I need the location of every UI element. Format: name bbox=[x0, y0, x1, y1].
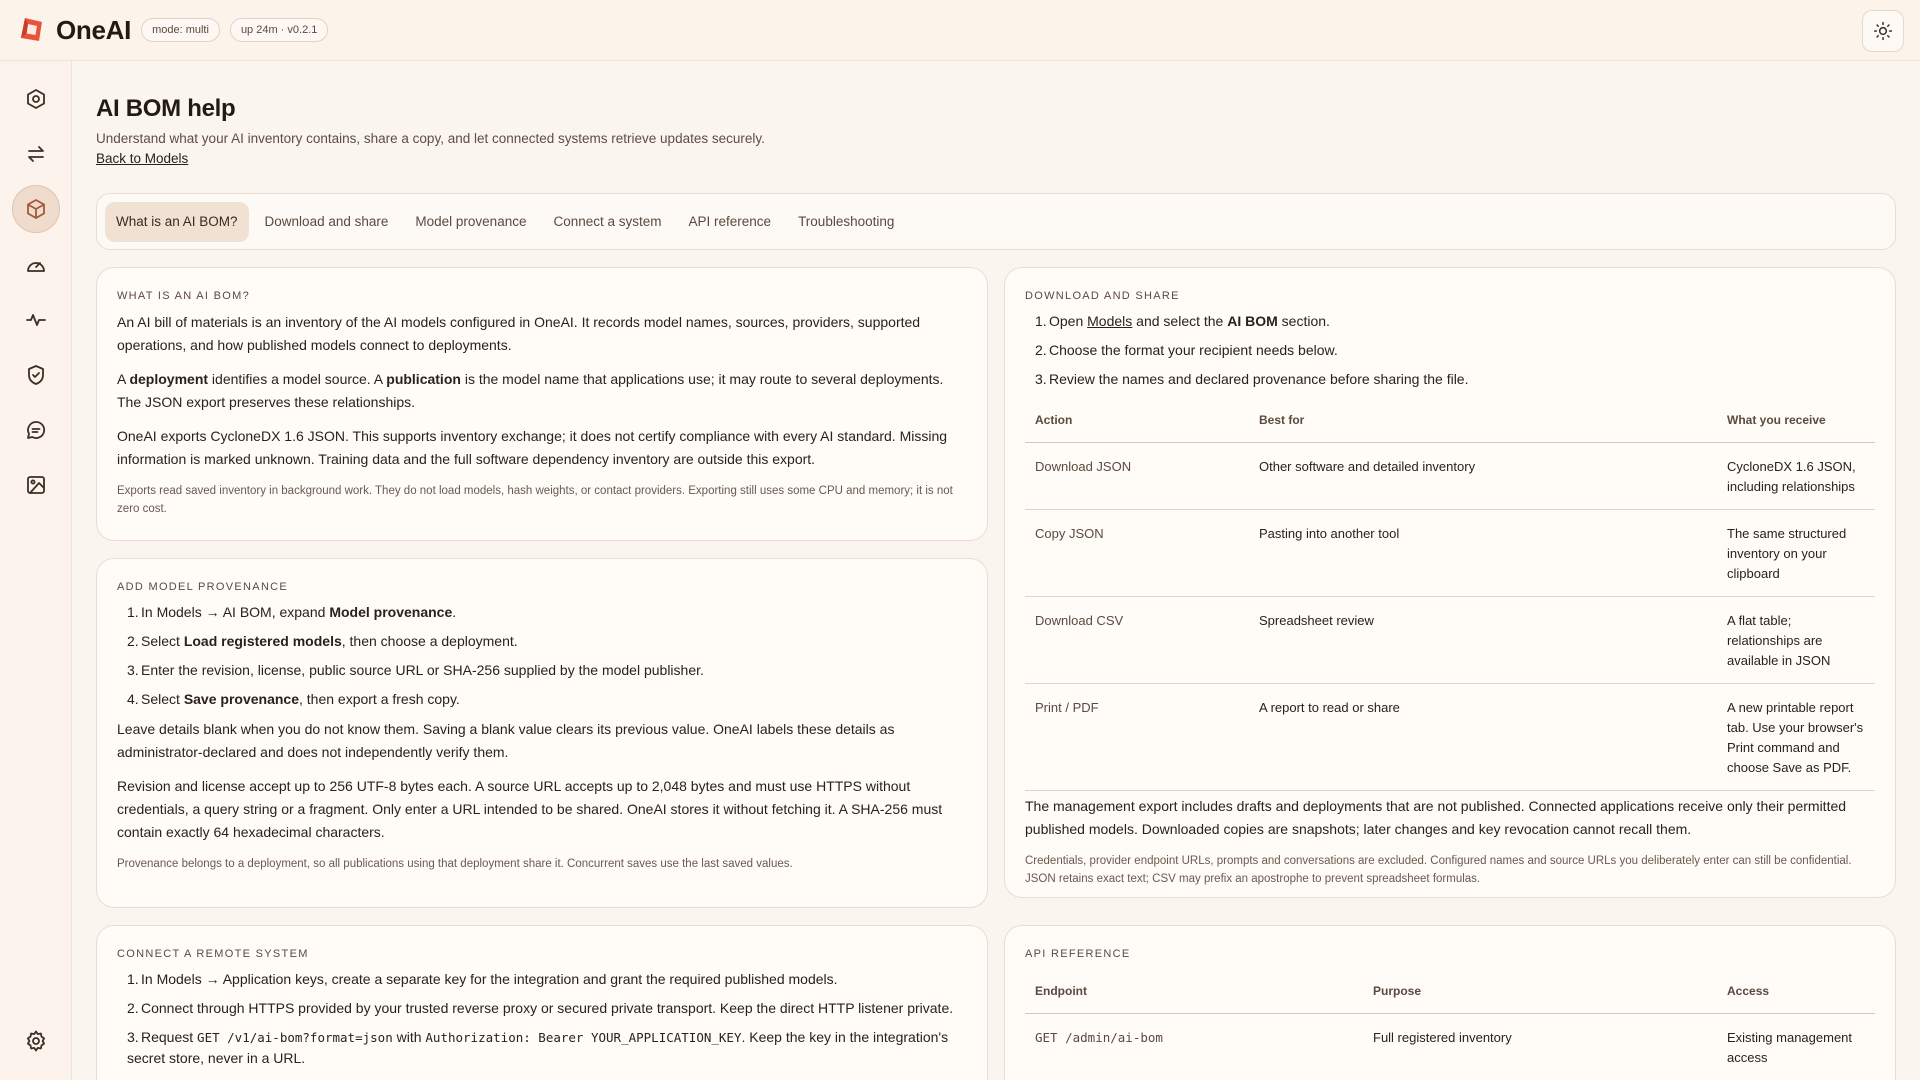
column-header: Access bbox=[1717, 969, 1875, 1013]
table-cell: A flat table; relationships are available in JSON bbox=[1717, 596, 1875, 683]
provenance-paragraph-2: Revision and license accept up to 256 UTF-8 bytes each. A source URL accepts up to 2,048 bytes and must use HTTPS without credentials, a query string or a fragment. Only enter a URL intended to be shared. OneAI stores it without fetching it. A SHA-256 must contain exactly 64 hexadecimal characters. bbox=[117, 778, 943, 840]
provenance-heading: ADD MODEL PROVENANCE bbox=[117, 581, 289, 593]
nav-security[interactable] bbox=[12, 351, 60, 399]
copy-json-action[interactable]: Copy JSON bbox=[1025, 509, 1249, 596]
table-row bbox=[1025, 596, 1875, 683]
section-tabs bbox=[96, 193, 1896, 250]
column-header: Action bbox=[1025, 398, 1249, 442]
provenance-paragraph-1: Leave details blank when you do not know them. Saving a blank value clears its previous value. OneAI labels these details as administrator-declared and does not independently verify them. bbox=[117, 721, 895, 760]
provenance-step: 2. Select Load registered models, then choose a deployment. bbox=[127, 633, 518, 649]
column-header: Purpose bbox=[1363, 969, 1717, 1013]
back-to-models-link[interactable]: Back to Models bbox=[96, 151, 189, 166]
connect-step: 2. Connect through HTTPS provided by your trusted reverse proxy or secured private transport. Keep the direct HTTP listener private. bbox=[127, 1000, 954, 1016]
table-cell: A report to read or share bbox=[1249, 683, 1717, 790]
page-title: AI BOM help bbox=[96, 95, 236, 122]
chat-bubble-icon bbox=[24, 418, 48, 442]
what-is-paragraph-1: An AI bill of materials is an inventory of the AI models configured in OneAI. It records model names, sources, providers, supported operations, and how published models connect to deployments. bbox=[117, 314, 921, 353]
table-row bbox=[1025, 683, 1875, 790]
connect-step: 3. Request GET /v1/ai-bom?format=json with Authorization: Bearer YOUR_APPLICATION_KEY. Keep the key in the integration's secret store, never in a URL. bbox=[127, 1029, 949, 1066]
download-json-action[interactable]: Download JSON bbox=[1025, 442, 1249, 509]
oneai-logo-icon bbox=[16, 14, 48, 46]
nav-performance[interactable] bbox=[12, 241, 60, 289]
table-cell: Full registered inventory bbox=[1363, 1013, 1717, 1080]
download-formats-table bbox=[1025, 398, 1875, 791]
nav-ai-bom[interactable] bbox=[12, 185, 60, 233]
models-link[interactable]: Models bbox=[1087, 313, 1133, 329]
api-table bbox=[1025, 969, 1875, 1080]
activity-icon bbox=[24, 308, 48, 332]
nav-images[interactable] bbox=[12, 461, 60, 509]
nav-chat[interactable] bbox=[12, 406, 60, 454]
download-paragraph: The management export includes drafts and deployments that are not published. Connected applications receive only their permitted published models. Downloaded copies are snapshots; later changes and key revocation cannot recall them. bbox=[1025, 797, 1847, 837]
nav-routing[interactable] bbox=[12, 130, 60, 178]
provenance-steps bbox=[117, 602, 967, 709]
provenance-step: 4. Select Save provenance, then export a fresh copy. bbox=[127, 691, 460, 707]
nav-models-overview[interactable] bbox=[12, 75, 60, 123]
download-step: 2. Choose the format your recipient needs below. bbox=[1035, 342, 1338, 358]
table-cell: The same structured inventory on your clipboard bbox=[1717, 509, 1875, 596]
page-subtitle: Understand what your AI inventory contains, share a copy, and let connected systems retrieve updates securely. bbox=[96, 131, 765, 146]
theme-toggle-button[interactable] bbox=[1862, 10, 1904, 52]
tab-connect-a-system[interactable]: Connect a system bbox=[553, 213, 662, 229]
table-cell: CycloneDX 1.6 JSON, including relationships bbox=[1717, 442, 1875, 509]
provenance-step: 3. Enter the revision, license, public source URL or SHA-256 supplied by the model publisher. bbox=[127, 662, 704, 678]
download-step: 1. Open Models and select the AI BOM section. bbox=[1035, 313, 1330, 329]
connect-steps bbox=[117, 969, 967, 1068]
nav-activity[interactable] bbox=[12, 296, 60, 344]
what-is-paragraph-3: OneAI exports CycloneDX 1.6 JSON. This supports inventory exchange; it does not certify compliance with every AI standard. Missing information is marked unknown. Training data and the full software dependency inventory are outside this export. bbox=[117, 428, 948, 467]
nav-settings[interactable] bbox=[12, 1017, 60, 1065]
download-note: Credentials, provider endpoint URLs, prompts and conversations are excluded. Configured names and source URLs you deliberately enter can still be confidential. JSON retains exact text; CSV may prefix an apostrophe to prevent spreadsheet formulas. bbox=[1025, 854, 1852, 885]
download-steps bbox=[1025, 311, 1875, 389]
brand[interactable] bbox=[16, 14, 131, 46]
table-row bbox=[1025, 1013, 1875, 1080]
connect-step: 1. In Models → Application keys, create a separate key for the integration and grant the required published models. bbox=[127, 971, 838, 987]
tab-download-and-share[interactable]: Download and share bbox=[264, 213, 389, 229]
print-pdf-action[interactable]: Print / PDF bbox=[1025, 683, 1249, 790]
uptime-badge: up 24m · v0.2.1 bbox=[230, 18, 328, 42]
tab-model-provenance[interactable]: Model provenance bbox=[415, 213, 527, 229]
table-row bbox=[1025, 442, 1875, 509]
api-card bbox=[1004, 925, 1896, 1080]
table-row bbox=[1025, 509, 1875, 596]
mode-badge: mode: multi bbox=[141, 18, 220, 42]
what-is-paragraph-2: A deployment identifies a model source. A publication is the model name that applications use; it may route to several deployments. The JSON export preserves these relationships. bbox=[117, 371, 944, 410]
gear-icon bbox=[24, 1029, 48, 1053]
swap-arrows-icon bbox=[24, 142, 48, 166]
table-cell: Other software and detailed inventory bbox=[1249, 442, 1717, 509]
endpoint-cell: GET /admin/ai-bom bbox=[1025, 1013, 1363, 1080]
tab-troubleshooting[interactable]: Troubleshooting bbox=[798, 213, 895, 229]
brain-chip-icon bbox=[24, 87, 48, 111]
column-header: What you receive bbox=[1717, 398, 1875, 442]
what-is-note: Exports read saved inventory in background work. They do not load models, hash weights, or contact providers. Exporting still uses some CPU and memory; it is not zero cost. bbox=[117, 485, 953, 515]
gauge-icon bbox=[24, 253, 48, 277]
download-step: 3. Review the names and declared provenance before sharing the file. bbox=[1035, 371, 1469, 387]
download-card bbox=[1004, 267, 1896, 898]
sun-icon bbox=[1873, 21, 1893, 41]
cube-icon bbox=[24, 197, 48, 221]
table-cell: Pasting into another tool bbox=[1249, 509, 1717, 596]
provenance-note: Provenance belongs to a deployment, so all publications using that deployment share it. Concurrent saves use the last saved values. bbox=[117, 858, 793, 870]
shield-check-icon bbox=[24, 363, 48, 387]
table-cell: Spreadsheet review bbox=[1249, 596, 1717, 683]
connect-heading: CONNECT A REMOTE SYSTEM bbox=[117, 948, 309, 960]
app-name: OneAI bbox=[56, 14, 132, 45]
top-bar bbox=[0, 0, 1920, 61]
tab-what-is-ai-bom[interactable]: What is an AI BOM? bbox=[105, 202, 249, 242]
what-is-heading: WHAT IS AN AI BOM? bbox=[117, 290, 251, 302]
tab-api-reference[interactable]: API reference bbox=[688, 213, 772, 229]
table-cell: A new printable report tab. Use your browser's Print command and choose Save as PDF. bbox=[1717, 683, 1875, 790]
download-heading: DOWNLOAD AND SHARE bbox=[1025, 290, 1180, 302]
download-csv-action[interactable]: Download CSV bbox=[1025, 596, 1249, 683]
column-header: Best for bbox=[1249, 398, 1717, 442]
table-cell: Existing management access bbox=[1717, 1013, 1875, 1080]
image-icon bbox=[24, 473, 48, 497]
provenance-card bbox=[96, 558, 988, 908]
main-content bbox=[96, 61, 1896, 1080]
what-is-card bbox=[96, 267, 988, 541]
provenance-step: 1. In Models → AI BOM, expand Model provenance. bbox=[127, 604, 457, 620]
api-heading: API REFERENCE bbox=[1025, 948, 1131, 960]
connect-card bbox=[96, 925, 988, 1080]
sidebar bbox=[0, 61, 72, 1080]
column-header: Endpoint bbox=[1025, 969, 1363, 1013]
